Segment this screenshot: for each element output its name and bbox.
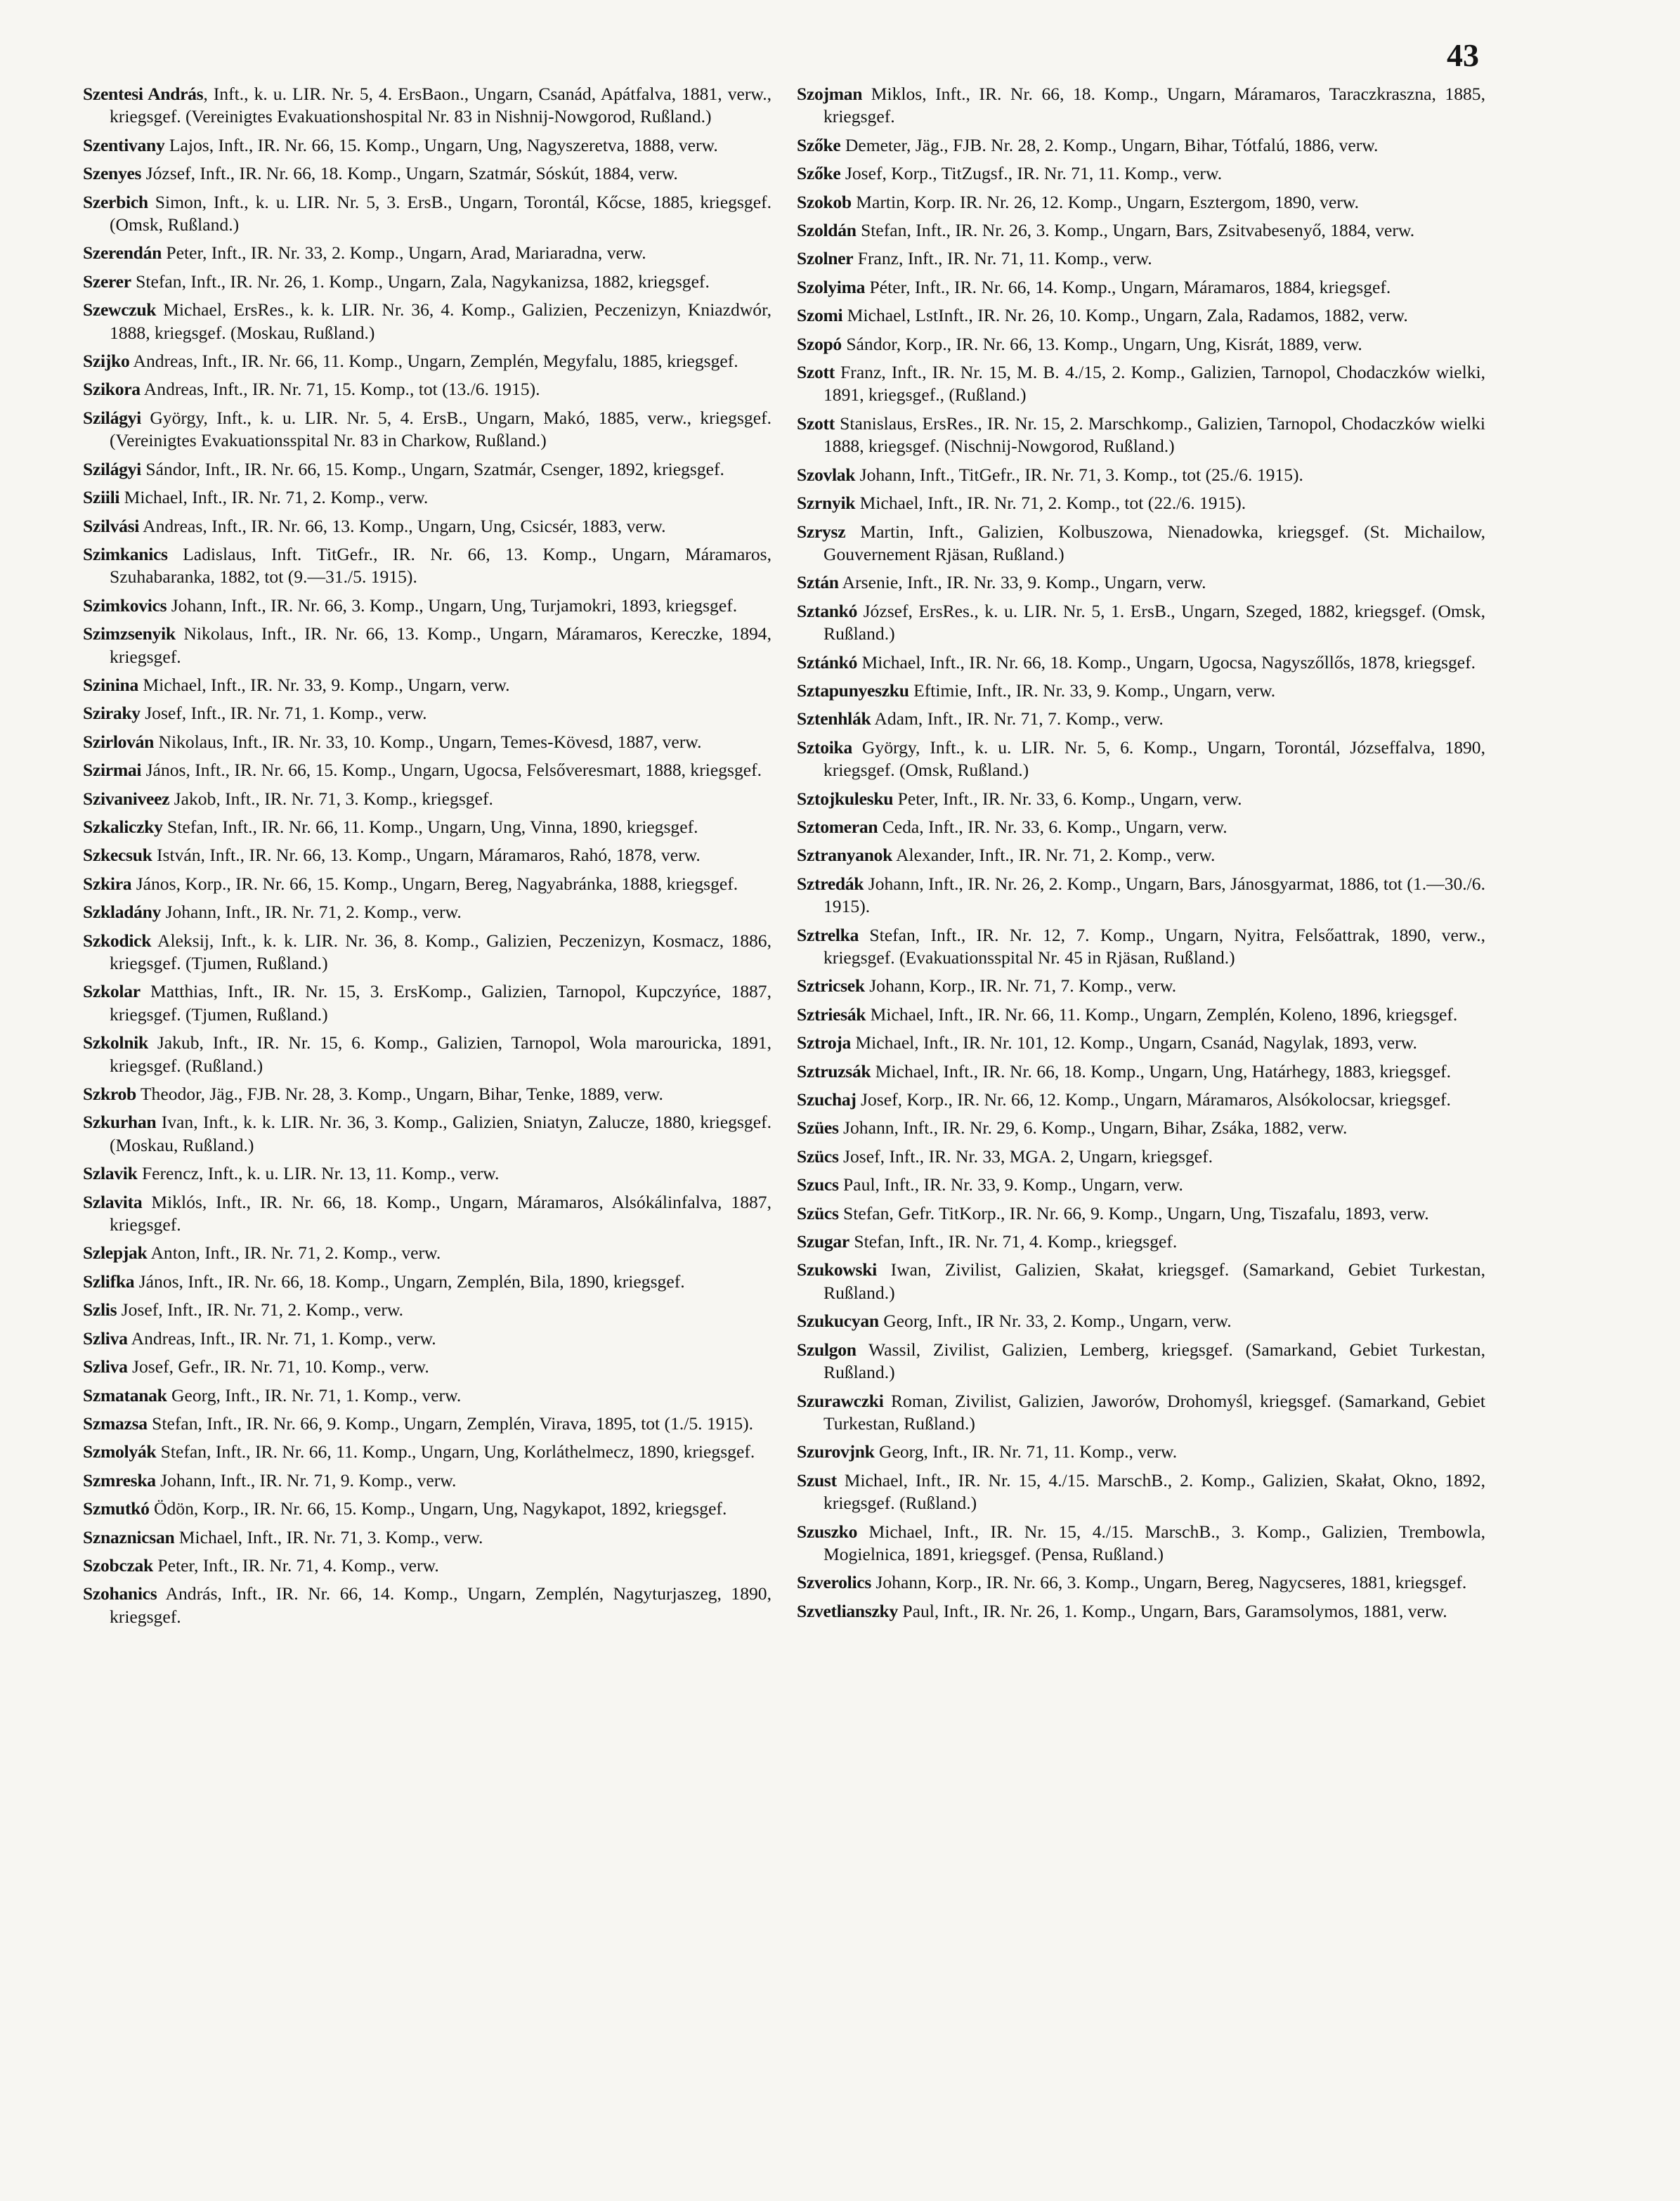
- entry-details: Johann, Korp., IR. Nr. 66, 3. Komp., Ungarn, Bereg, Nagycseres, 1881, kriegsgef.: [871, 1572, 1467, 1593]
- entry-details: Michael, Inft., IR. Nr. 71, 2. Komp., verw.: [119, 487, 429, 508]
- entry-surname: Szlifka: [83, 1271, 135, 1292]
- entry-details: Michael, Inft., IR. Nr. 33, 9. Komp., Ungarn, verw.: [138, 674, 510, 695]
- entry-details: Peter, Inft., IR. Nr. 33, 6. Komp., Ungarn, verw.: [893, 788, 1242, 809]
- entry-surname: Szimkovics: [83, 595, 167, 616]
- register-entry: [83, 242, 771, 264]
- register-entry: [797, 736, 1485, 782]
- register-entry: [797, 219, 1485, 242]
- register-entry: [797, 1390, 1485, 1436]
- register-entry: [83, 1032, 771, 1077]
- entry-details: Adam, Inft., IR. Nr. 71, 7. Komp., verw.: [871, 708, 1164, 729]
- entry-details: Stefan, Gefr. TitKorp., IR. Nr. 66, 9. Komp., Ungarn, Ung, Tiszafalu, 1893, verw.: [838, 1202, 1429, 1223]
- register-entry: [797, 1089, 1485, 1111]
- entry-surname: Szurovjnk: [797, 1441, 875, 1462]
- entry-surname: Szvetlianszky: [797, 1600, 898, 1621]
- entry-surname: Sznaznicsan: [83, 1526, 175, 1547]
- register-entry: [83, 1327, 771, 1350]
- entry-surname: Szverolics: [797, 1572, 871, 1593]
- entry-details: Martin, Inft., Galizien, Kolbuszowa, Nienadowka, kriegsgef. (St. Michailow, Gouvernement Rjäsan, Rußland.): [823, 521, 1485, 564]
- entry-details: Georg, Inft., IR. Nr. 71, 11. Komp., verw.: [874, 1441, 1178, 1462]
- register-entry: [83, 350, 771, 372]
- register-entry: [83, 788, 771, 810]
- entry-surname: Szmatanak: [83, 1384, 167, 1405]
- register-entry: [83, 980, 771, 1026]
- register-entry: [797, 873, 1485, 918]
- entry-surname: Szilágyi: [83, 458, 141, 479]
- entry-details: Nikolaus, Inft., IR. Nr. 66, 13. Komp., Ungarn, Máramaros, Kereczke, 1894, kriegsgef.: [110, 623, 771, 667]
- entry-details: Josef, Inft., IR. Nr. 71, 1. Komp., verw.: [140, 703, 427, 724]
- register-entry: [83, 378, 771, 401]
- register-entry: [797, 191, 1485, 214]
- register-entry: [797, 413, 1485, 458]
- register-entry: [83, 844, 771, 866]
- entry-surname: Szokob: [797, 191, 852, 212]
- register-entry: [797, 1339, 1485, 1384]
- register-entry: [83, 759, 771, 781]
- entry-surname: Sztomeran: [797, 816, 878, 837]
- entry-surname: Szenyes: [83, 163, 142, 184]
- register-entry: [83, 543, 771, 589]
- entry-details: Péter, Inft., IR. Nr. 66, 14. Komp., Ungarn, Máramaros, 1884, kriegsgef.: [865, 276, 1391, 297]
- register-entry: [797, 247, 1485, 270]
- entry-details: Michael, Inft., IR. Nr. 71, 2. Komp., tot (22./6. 1915).: [855, 493, 1246, 514]
- register-entry: [83, 1356, 771, 1378]
- entry-surname: Szobczak: [83, 1554, 153, 1576]
- entry-surname: Szoldán: [797, 220, 857, 241]
- entry-details: Peter, Inft., IR. Nr. 71, 4. Komp., verw.: [152, 1554, 439, 1576]
- entry-surname: Sztoika: [797, 736, 852, 758]
- entry-details: Jakub, Inft., IR. Nr. 15, 6. Komp., Galizien, Tarnopol, Wola marouricka, 1891, kriegsgef. (Rußland.): [110, 1032, 771, 1076]
- entry-surname: Szliva: [83, 1327, 128, 1349]
- register-entry: [83, 299, 771, 344]
- entry-surname: Szovlak: [797, 464, 856, 485]
- entry-surname: Szentivany: [83, 134, 165, 155]
- entry-surname: Szolner: [797, 248, 854, 269]
- entry-details: János, Korp., IR. Nr. 66, 15. Komp., Ungarn, Bereg, Nagyabránka, 1888, kriegsgef.: [131, 873, 738, 894]
- entry-details: Theodor, Jäg., FJB. Nr. 28, 3. Komp., Ungarn, Bihar, Tenke, 1889, verw.: [136, 1084, 663, 1105]
- register-entry: [83, 162, 771, 185]
- register-entry: [83, 1083, 771, 1105]
- entry-surname: Sztánkó: [797, 651, 858, 673]
- entry-details: Josef, Korp., IR. Nr. 66, 12. Komp., Ungarn, Máramaros, Alsókolocsar, kriegsgef.: [856, 1089, 1451, 1110]
- entry-surname: Sztenhlák: [797, 708, 871, 729]
- entry-surname: Szőke: [797, 134, 841, 155]
- entry-details: Michael, LstInft., IR. Nr. 26, 10. Komp., Ungarn, Zala, Radamos, 1882, verw.: [842, 305, 1408, 326]
- entry-surname: Szott: [797, 362, 835, 383]
- entry-surname: Sztrelka: [797, 924, 859, 945]
- register-entry: [83, 1242, 771, 1264]
- entry-details: Josef, Gefr., IR. Nr. 71, 10. Komp., verw.: [127, 1356, 429, 1377]
- register-entry: [83, 83, 771, 129]
- entry-details: András, Inft., IR. Nr. 66, 14. Komp., Ungarn, Zemplén, Nagyturjaszeg, 1890, kriegsgef.: [110, 1583, 771, 1627]
- entry-details: Michael, Inft., IR. Nr. 101, 12. Komp., Ungarn, Csanád, Nagylak, 1893, verw.: [851, 1032, 1417, 1053]
- register-entry: [797, 1441, 1485, 1463]
- register-entry: [797, 1145, 1485, 1168]
- entry-details: Miklos, Inft., IR. Nr. 66, 18. Komp., Ungarn, Máramaros, Taraczkraszna, 1885, kriegsgef.: [823, 84, 1485, 127]
- register-entry: [797, 1231, 1485, 1253]
- register-entry: [83, 1162, 771, 1185]
- entry-surname: Szkurhan: [83, 1112, 157, 1133]
- register-entry: [797, 816, 1485, 838]
- entry-details: Michael, ErsRes., k. k. LIR. Nr. 36, 4. Komp., Galizien, Peczenizyn, Kniazdwór, 1888, kriegsgef. (Moskau, Rußland.): [110, 299, 771, 343]
- entry-surname: Szott: [797, 413, 835, 434]
- entry-surname: Szukucyan: [797, 1311, 879, 1332]
- register-entry: [83, 458, 771, 481]
- entry-surname: Szmolyák: [83, 1441, 157, 1462]
- register-entry: [83, 1271, 771, 1293]
- entry-details: Michael, Inft., IR. Nr. 71, 3. Komp., verw.: [174, 1526, 483, 1547]
- register-entry: [83, 271, 771, 293]
- entry-surname: Szmreska: [83, 1469, 156, 1491]
- register-entry: [83, 702, 771, 725]
- register-entry: [83, 674, 771, 696]
- entry-details: Johann, Inft., IR. Nr. 66, 3. Komp., Ungarn, Ung, Turjamokri, 1893, kriegsgef.: [167, 595, 738, 616]
- entry-surname: Szkolar: [83, 981, 141, 1002]
- right-column: [797, 83, 1485, 1628]
- register-entry: [797, 844, 1485, 866]
- entry-surname: Szulgon: [797, 1339, 857, 1360]
- register-entry: [797, 333, 1485, 356]
- entry-details: Georg, Inft., IR. Nr. 71, 1. Komp., verw.: [167, 1384, 462, 1405]
- register-entry: [797, 600, 1485, 646]
- entry-surname: Szugar: [797, 1231, 849, 1252]
- register-entry: [797, 134, 1485, 157]
- entry-details: Johann, Inft., IR. Nr. 26, 2. Komp., Ungarn, Bars, Jánosgyarmat, 1886, tot (1.—30./6. 1915).: [823, 873, 1485, 917]
- register-entry: [797, 464, 1485, 486]
- entry-surname: Szőke: [797, 163, 841, 184]
- entry-surname: Szimkanics: [83, 543, 168, 564]
- register-entry: [83, 1554, 771, 1577]
- register-entry: [797, 975, 1485, 997]
- register-entry: [797, 361, 1485, 407]
- entry-details: Josef, Korp., TitZugsf., IR. Nr. 71, 11. Komp., verw.: [840, 163, 1223, 184]
- register-entry: [797, 83, 1485, 129]
- register-entry: [83, 1498, 771, 1520]
- entry-surname: Szirmai: [83, 760, 142, 781]
- entry-details: Nikolaus, Inft., IR. Nr. 33, 10. Komp., Ungarn, Temes-Kövesd, 1887, verw.: [154, 731, 702, 752]
- entry-surname: Sztankó: [797, 600, 858, 621]
- entry-surname: Sziili: [83, 487, 120, 508]
- entry-surname: Szopó: [797, 333, 842, 354]
- register-entry: [83, 930, 771, 975]
- entry-details: Anton, Inft., IR. Nr. 71, 2. Komp., verw.: [147, 1242, 441, 1264]
- entry-surname: Szerer: [83, 271, 131, 292]
- register-entry: [797, 1571, 1485, 1594]
- register-entry: [797, 1032, 1485, 1054]
- entry-details: Iwan, Zivilist, Galizien, Skałat, kriegsgef. (Samarkand, Gebiet Turkestan, Rußland.): [823, 1259, 1485, 1303]
- entry-details: Sándor, Inft., IR. Nr. 66, 15. Komp., Ungarn, Szatmár, Csenger, 1892, kriegsgef.: [141, 458, 724, 479]
- entry-surname: Szilágyi: [83, 407, 141, 428]
- entry-surname: Szomi: [797, 305, 843, 326]
- entry-surname: Szkolnik: [83, 1032, 148, 1053]
- register-entry: [83, 873, 771, 895]
- entry-surname: Szlepjak: [83, 1242, 148, 1264]
- register-entry: [83, 1299, 771, 1321]
- register-entry: [797, 680, 1485, 702]
- entry-details: Ivan, Inft., k. k. LIR. Nr. 36, 3. Komp., Galizien, Sniatyn, Zalucze, 1880, kriegsgef. (Moskau, Rußland.): [110, 1112, 771, 1155]
- entry-details: Alexander, Inft., IR. Nr. 71, 2. Komp., verw.: [892, 845, 1216, 866]
- entry-surname: Szuchaj: [797, 1089, 857, 1110]
- register-entry: [83, 1191, 771, 1237]
- register-entry: [797, 304, 1485, 327]
- entry-surname: Szrnyik: [797, 493, 856, 514]
- entry-surname: Szewczuk: [83, 299, 157, 320]
- entry-surname: Szolyima: [797, 276, 866, 297]
- entry-surname: Sztriesák: [797, 1004, 866, 1025]
- entry-surname: Szkecsuk: [83, 845, 152, 866]
- entry-details: Lajos, Inft., IR. Nr. 66, 15. Komp., Ungarn, Ung, Nagyszeretva, 1888, verw.: [164, 134, 718, 155]
- entry-surname: Sztojkulesku: [797, 788, 894, 809]
- entry-details: Michael, Inft., IR. Nr. 66, 11. Komp., Ungarn, Zemplén, Koleno, 1896, kriegsgef.: [866, 1004, 1458, 1025]
- register-entry: [83, 901, 771, 923]
- entry-details: Stefan, Inft., IR. Nr. 26, 3. Komp., Ungarn, Bars, Zsitvabesenyő, 1884, verw.: [856, 220, 1415, 241]
- entry-surname: Szkrob: [83, 1084, 136, 1105]
- entry-details: Stefan, Inft., IR. Nr. 66, 9. Komp., Ungarn, Zemplén, Virava, 1895, tot (1./5. 1915).: [147, 1413, 754, 1434]
- entry-surname: Szerendán: [83, 242, 162, 264]
- register-entry: [797, 708, 1485, 730]
- entry-details: Johann, Inft., IR. Nr. 29, 6. Komp., Ungarn, Bihar, Zsáka, 1882, verw.: [838, 1117, 1348, 1138]
- entry-details: József, Inft., IR. Nr. 66, 18. Komp., Ungarn, Szatmár, Sóskút, 1884, verw.: [141, 163, 678, 184]
- register-entry: [797, 571, 1485, 594]
- entry-surname: Sztroja: [797, 1032, 852, 1053]
- entry-details: Peter, Inft., IR. Nr. 33, 2. Komp., Ungarn, Arad, Mariaradna, verw.: [162, 242, 646, 264]
- entry-details: Roman, Zivilist, Galizien, Jaworów, Drohomyśl, kriegsgef. (Samarkand, Gebiet Turkestan, Rußland.): [823, 1390, 1485, 1434]
- entry-details: Demeter, Jäg., FJB. Nr. 28, 2. Komp., Ungarn, Bihar, Tótfalú, 1886, verw.: [840, 134, 1379, 155]
- entry-surname: Szerbich: [83, 191, 148, 212]
- entry-details: Franz, Inft., IR. Nr. 15, M. B. 4./15, 2. Komp., Galizien, Tarnopol, Chodaczków wielki, 1891, kriegsgef., (Rußland.): [823, 362, 1485, 405]
- register-entry: [797, 1117, 1485, 1139]
- entry-details: Johann, Inft., IR. Nr. 71, 2. Komp., verw.: [161, 902, 462, 923]
- entry-details: Martin, Korp. IR. Nr. 26, 12. Komp., Ungarn, Esztergom, 1890, verw.: [851, 191, 1360, 212]
- entry-details: Eftimie, Inft., IR. Nr. 33, 9. Komp., Ungarn, verw.: [909, 680, 1276, 701]
- entry-details: Andreas, Inft., IR. Nr. 71, 1. Komp., verw.: [127, 1327, 436, 1349]
- entry-details: Stanislaus, ErsRes., IR. Nr. 15, 2. Marschkomp., Galizien, Tarnopol, Chodaczków wielki 1888, kriegsgef. (Nischnij-Nowgorod, Rußland.): [823, 413, 1485, 457]
- register-entry: [83, 191, 771, 237]
- entry-surname: Szrysz: [797, 521, 846, 542]
- register-entry: [83, 1469, 771, 1492]
- entry-details: Michael, Inft., IR. Nr. 15, 4./15. MarschB., 3. Komp., Galizien, Trembowla, Mogielnica, 1891, kriegsgef. (Pensa, Rußland.): [823, 1521, 1485, 1564]
- entry-details: Josef, Inft., IR. Nr. 71, 2. Komp., verw.: [117, 1299, 404, 1320]
- entry-surname: Szijko: [83, 351, 130, 372]
- register-entry: [797, 1202, 1485, 1225]
- register-entry: [83, 1526, 771, 1549]
- entry-surname: Szohanics: [83, 1583, 157, 1604]
- register-entry: [797, 651, 1485, 674]
- register-entry: [83, 595, 771, 617]
- entry-surname: Szlavita: [83, 1191, 143, 1212]
- entry-surname: Szües: [797, 1117, 839, 1138]
- entry-details: Andreas, Inft., IR. Nr. 66, 13. Komp., Ungarn, Ung, Csicsér, 1883, verw.: [139, 515, 666, 536]
- entry-details: Simon, Inft., k. u. LIR. Nr. 5, 3. ErsB., Ungarn, Torontál, Kőcse, 1885, kriegsgef. (Omsk, Rußland.): [110, 191, 771, 235]
- register-entry: [83, 623, 771, 668]
- register-entry: [797, 1521, 1485, 1566]
- entry-surname: Szojman: [797, 84, 863, 104]
- entry-details: Arsenie, Inft., IR. Nr. 33, 9. Komp., Ungarn, verw.: [838, 572, 1206, 593]
- entry-details: Ladislaus, Inft. TitGefr., IR. Nr. 66, 13. Komp., Ungarn, Máramaros, Szuhabaranka, 1882, tot (9.—31./5. 1915).: [110, 543, 771, 587]
- entry-surname: Szmutkó: [83, 1498, 150, 1519]
- entry-details: György, Inft., k. u. LIR. Nr. 5, 6. Komp., Ungarn, Torontál, Józseffalva, 1890, kriegsgef. (Omsk, Rußland.): [823, 736, 1485, 781]
- entry-details: Georg, Inft., IR Nr. 33, 2. Komp., Ungarn, verw.: [878, 1311, 1232, 1332]
- entry-details: Paul, Inft., IR. Nr. 33, 9. Komp., Ungarn, verw.: [838, 1174, 1183, 1195]
- entry-details: Stefan, Inft., IR. Nr. 71, 4. Komp., kriegsgef.: [849, 1231, 1178, 1252]
- entry-details: Ferencz, Inft., k. u. LIR. Nr. 13, 11. Komp., verw.: [137, 1163, 500, 1184]
- entry-surname: Szentesi András: [83, 84, 204, 104]
- register-entry: [797, 1004, 1485, 1026]
- entry-details: Josef, Inft., IR. Nr. 33, MGA. 2, Ungarn, kriegsgef.: [838, 1145, 1213, 1167]
- entry-details: Andreas, Inft., IR. Nr. 71, 15. Komp., tot (13./6. 1915).: [140, 379, 540, 400]
- entry-details: József, ErsRes., k. u. LIR. Nr. 5, 1. ErsB., Ungarn, Szeged, 1882, kriegsgef. (Omsk, Rußland.): [823, 600, 1485, 644]
- entry-surname: Szücs: [797, 1202, 839, 1223]
- entry-details: Johann, Inft., IR. Nr. 71, 9. Komp., verw.: [155, 1469, 457, 1491]
- register-entry: [83, 1583, 771, 1628]
- register-entry: [797, 924, 1485, 970]
- register-entry: [797, 1600, 1485, 1623]
- entry-surname: Sztricsek: [797, 975, 865, 996]
- entry-surname: Szurawczki: [797, 1390, 884, 1411]
- entry-surname: Szlavik: [83, 1163, 138, 1184]
- register-entry: [83, 486, 771, 509]
- entry-details: Sándor, Korp., IR. Nr. 66, 13. Komp., Ungarn, Ung, Kisrát, 1889, verw.: [841, 333, 1362, 354]
- entry-surname: Szukowski: [797, 1259, 877, 1280]
- entry-details: Stefan, Inft., IR. Nr. 12, 7. Komp., Ungarn, Nyitra, Felsőattrak, 1890, verw., kriegsgef. (Evakuationsspital Nr. 45 in Rjäsan, Rußland.): [823, 924, 1485, 968]
- entry-surname: Szimzsenyik: [83, 623, 176, 644]
- register-entry: [83, 515, 771, 538]
- entry-surname: Sztredák: [797, 873, 864, 894]
- entry-surname: Szucs: [797, 1174, 839, 1195]
- register-entry: [797, 521, 1485, 566]
- entry-details: Michael, Inft., IR. Nr. 66, 18. Komp., Ungarn, Ung, Határhegy, 1883, kriegsgef.: [871, 1060, 1452, 1082]
- entry-details: János, Inft., IR. Nr. 66, 18. Komp., Ungarn, Zemplén, Bila, 1890, kriegsgef.: [134, 1271, 685, 1292]
- entry-details: Franz, Inft., IR. Nr. 71, 11. Komp., verw.: [853, 248, 1152, 269]
- register-entry: [83, 731, 771, 753]
- entry-surname: Szinina: [83, 674, 138, 695]
- register-entry: [797, 1310, 1485, 1332]
- register-entry: [83, 816, 771, 838]
- entry-surname: Szmazsa: [83, 1413, 148, 1434]
- entry-surname: Sztán: [797, 572, 839, 593]
- entry-details: Andreas, Inft., IR. Nr. 66, 11. Komp., Ungarn, Zemplén, Megyfalu, 1885, kriegsgef.: [129, 351, 738, 372]
- register-entry: [83, 1111, 771, 1157]
- entry-surname: Szkladány: [83, 902, 162, 923]
- entry-details: Ceda, Inft., IR. Nr. 33, 6. Komp., Ungarn, verw.: [878, 816, 1228, 837]
- entry-details: Aleksij, Inft., k. k. LIR. Nr. 36, 8. Komp., Galizien, Peczenizyn, Kosmacz, 1886, kriegsgef. (Tjumen, Rußland.): [110, 930, 771, 973]
- entry-surname: Sztapunyeszku: [797, 680, 909, 701]
- entry-surname: Szivaniveez: [83, 788, 170, 809]
- entry-surname: Szust: [797, 1469, 837, 1491]
- entry-details: Stefan, Inft., IR. Nr. 66, 11. Komp., Ungarn, Ung, Korláthelmecz, 1890, kriegsgef.: [156, 1441, 755, 1462]
- entry-details: Jakob, Inft., IR. Nr. 71, 3. Komp., kriegsgef.: [169, 788, 493, 809]
- entry-details: Wassil, Zivilist, Galizien, Lemberg, kriegsgef. (Samarkand, Gebiet Turkestan, Rußland.): [823, 1339, 1485, 1383]
- entry-details: Paul, Inft., IR. Nr. 26, 1. Komp., Ungarn, Bars, Garamsolymos, 1881, verw.: [897, 1600, 1447, 1621]
- register-entry: [83, 407, 771, 453]
- entry-surname: Szilvási: [83, 515, 140, 536]
- register-entry: [83, 134, 771, 157]
- register-entry: [797, 276, 1485, 299]
- entry-details: Stefan, Inft., IR. Nr. 66, 11. Komp., Ungarn, Ung, Vinna, 1890, kriegsgef.: [162, 816, 698, 837]
- register-entry: [797, 1469, 1485, 1515]
- entry-surname: Szliva: [83, 1356, 128, 1377]
- entry-details: Michael, Inft., IR. Nr. 15, 4./15. MarschB., 2. Komp., Galizien, Skałat, Okno, 1892, kriegsgef. (Rußland.): [823, 1469, 1485, 1514]
- register-entry: [83, 1441, 771, 1463]
- register-entry: [797, 1174, 1485, 1196]
- entry-details: Miklós, Inft., IR. Nr. 66, 18. Komp., Ungarn, Máramaros, Alsókálinfalva, 1887, kriegsgef.: [110, 1191, 771, 1235]
- entry-details: Michael, Inft., IR. Nr. 66, 18. Komp., Ungarn, Ugocsa, Nagyszőllős, 1878, kriegsgef.: [857, 651, 1476, 673]
- entry-surname: Szirlován: [83, 731, 155, 752]
- register-entry: [797, 162, 1485, 185]
- entry-details: Ödön, Korp., IR. Nr. 66, 15. Komp., Ungarn, Ung, Nagykapot, 1892, kriegsgef.: [149, 1498, 727, 1519]
- entry-surname: Sziraky: [83, 703, 141, 724]
- entry-details: Johann, Inft., TitGefr., IR. Nr. 71, 3. Komp., tot (25./6. 1915).: [855, 464, 1303, 485]
- entry-surname: Szkira: [83, 873, 132, 894]
- register-entry: [797, 1060, 1485, 1083]
- page-number: 43: [1447, 37, 1479, 73]
- entry-details: György, Inft., k. u. LIR. Nr. 5, 4. ErsB., Ungarn, Makó, 1885, verw., kriegsgef. (Vereinigtes Evakuationsspital Nr. 83 in Charkow, Rußland.): [110, 407, 771, 451]
- entry-details: Matthias, Inft., IR. Nr. 15, 3. ErsKomp., Galizien, Tarnopol, Kupczyńce, 1887, kriegsgef. (Tjumen, Rußland.): [110, 981, 771, 1025]
- entry-details: János, Inft., IR. Nr. 66, 15. Komp., Ungarn, Ugocsa, Felsőveresmart, 1888, kriegsgef.: [141, 760, 762, 781]
- entry-details: Johann, Korp., IR. Nr. 71, 7. Komp., verw.: [864, 975, 1177, 996]
- entry-surname: Sztruzsák: [797, 1060, 871, 1082]
- entry-details: , Inft., k. u. LIR. Nr. 5, 4. ErsBaon., Ungarn, Csanád, Apátfalva, 1881, verw., kriegsgef. (Vereinigtes Evakuationshospital Nr. 83 in Nishnij-Nowgorod, Rußland.): [110, 84, 771, 127]
- entry-surname: Szkodick: [83, 930, 152, 951]
- entry-details: Stefan, Inft., IR. Nr. 26, 1. Komp., Ungarn, Zala, Nagykanizsa, 1882, kriegsgef.: [131, 271, 710, 292]
- register-entry: [83, 1384, 771, 1407]
- entry-surname: Szikora: [83, 379, 141, 400]
- entry-surname: Szuszko: [797, 1521, 858, 1542]
- entry-surname: Szücs: [797, 1145, 839, 1167]
- register-entry: [797, 788, 1485, 810]
- entry-details: István, Inft., IR. Nr. 66, 13. Komp., Ungarn, Máramaros, Rahó, 1878, verw.: [152, 845, 701, 866]
- entry-surname: Szkaliczky: [83, 816, 163, 837]
- entry-surname: Szlis: [83, 1299, 117, 1320]
- register-entry: [797, 1259, 1485, 1304]
- register-entry: [797, 492, 1485, 514]
- entry-surname: Sztranyanok: [797, 845, 893, 866]
- left-column: [83, 83, 771, 1634]
- register-entry: [83, 1413, 771, 1435]
